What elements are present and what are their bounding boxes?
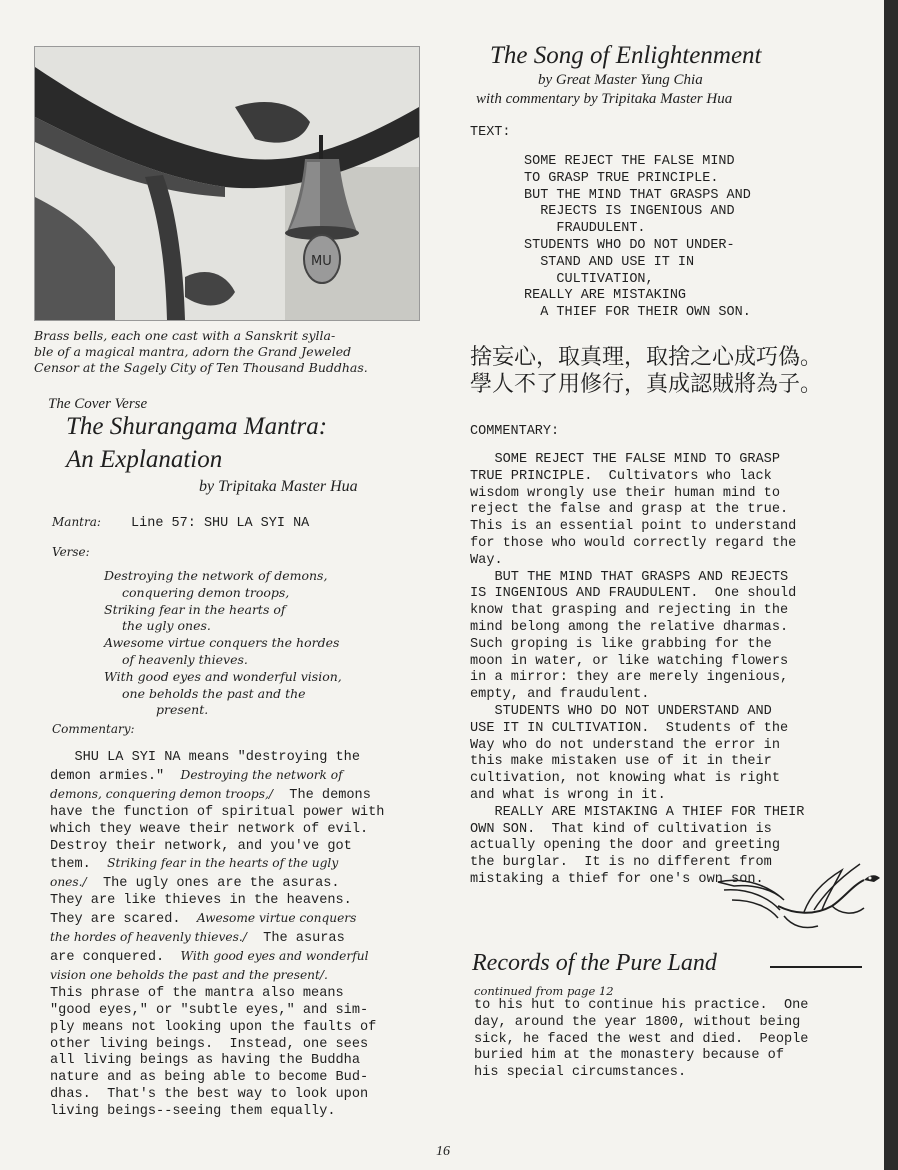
bell-photo xyxy=(34,46,420,321)
page-number: 16 xyxy=(436,1144,450,1159)
article-title: The Shurangama Mantra: An Explanation xyxy=(66,413,328,473)
continued-note: continued from page 12 xyxy=(474,984,614,998)
article-byline: by Tripitaka Master Hua xyxy=(199,478,358,495)
commentary-heading: COMMENTARY: xyxy=(470,424,560,439)
commentary-body: SHU LA SYI NA means "destroying the demon armies." Destroying the network of demons, conquering demon troops,/ The demons have the function of spiritual power with which they weave their network of evil. Destroy their network, and you've got them. Striking fear in the hearts of the ugly ones./ The ugly ones are the asuras. They are like thieves in the heavens. They are scared. Awesome virtue conquers the hordes of heavenly thieves./ The asuras are conquered. With good eyes and wonderful vision one beholds the past and the present/. This phrase of the mantra also means "good eyes," or "subtle eyes," and sim- ply means not looking upon the faults of other living beings. Instead, one sees all living beings as having the Buddha nature and as being able to become Bud- dhas. That's the best way to look upon living beings--seeing them equally. xyxy=(50,750,385,1120)
page-edge-shadow xyxy=(884,0,898,1170)
text-label: TEXT: xyxy=(470,125,511,140)
song-text: SOME REJECT THE FALSE MIND TO GRASP TRUE PRINCIPLE. BUT THE MIND THAT GRASPS AND REJECTS IS INGENIOUS AND FRAUDULENT. STUDENTS WHO DO NOT UNDER- STAND AND USE IT IN CULTIVATION, REALLY ARE MISTAKING A THIEF FOR THEIR OWN SON. xyxy=(524,154,751,321)
section-label: The Cover Verse xyxy=(48,396,148,412)
svg-text:MU: MU xyxy=(311,254,332,269)
title-rule xyxy=(770,966,862,968)
phoenix-icon xyxy=(714,856,884,936)
verse-text: Destroying the network of demons, conquering demon troops, Striking fear in the hearts of the ugly ones. Awesome virtue conquers the hordes of heavenly thieves. With good eyes and wonderful vision, one beholds the past and the present. xyxy=(104,568,342,718)
verse-label: Verse: xyxy=(52,545,90,559)
song-title: The Song of Enlightenment xyxy=(490,42,762,69)
song-commentator: with commentary by Tripitaka Master Hua xyxy=(476,91,733,107)
mantra-label: Mantra: xyxy=(52,515,101,529)
records-body: to his hut to continue his practice. One day, around the year 1800, without being sick, he faced the west and died. People buried him at the monastery because of his special circumstances. xyxy=(474,998,809,1081)
commentary-label: Commentary: xyxy=(52,722,135,736)
mantra-value: Line 57: SHU LA SYI NA xyxy=(131,516,310,531)
photo-caption: Brass bells, each one cast with a Sanskrit sylla- ble of a magical mantra, adorn the Grand Jeweled Censor at the Sagely City of Ten Thousand Buddhas. xyxy=(34,328,368,375)
song-commentary: SOME REJECT THE FALSE MIND TO GRASP TRUE PRINCIPLE. Cultivators who lack wisdom wrongly use their human mind to reject the false and grasp at the true. This is an essential point to understand for those who would correctly regard the Way. BUT THE MIND THAT GRASPS AND REJECTS IS INGENIOUS AND FRAUDULENT. One should know that grasping and rejecting in the mind belong among the relative dharmas. Such groping is like grabbing for the moon in water, or like watching flowers in a mirror: they are merely ingenious, empty, and fraudulent. STUDENTS WHO DO NOT UNDERSTAND AND USE IT IN CULTIVATION. Students of the Way who do not understand the error in this make mistaken use of it in their cultivation, not knowing what is right and what is wrong in it. REALLY ARE MISTAKING A THIEF FOR THEIR OWN SON. That kind of cultivation is actually opening the door and greeting the burglar. It is no different from mistaking a thief for one's own son. xyxy=(470,452,805,887)
chinese-verse: 捨妄心，取真理，取捨之心成巧偽。 學人不了用修行，真成認賊將為子。 xyxy=(470,345,823,397)
bell-illustration xyxy=(35,47,419,320)
mantra-line xyxy=(52,515,309,531)
records-title: Records of the Pure Land xyxy=(472,950,717,976)
song-author: by Great Master Yung Chia xyxy=(538,72,703,88)
